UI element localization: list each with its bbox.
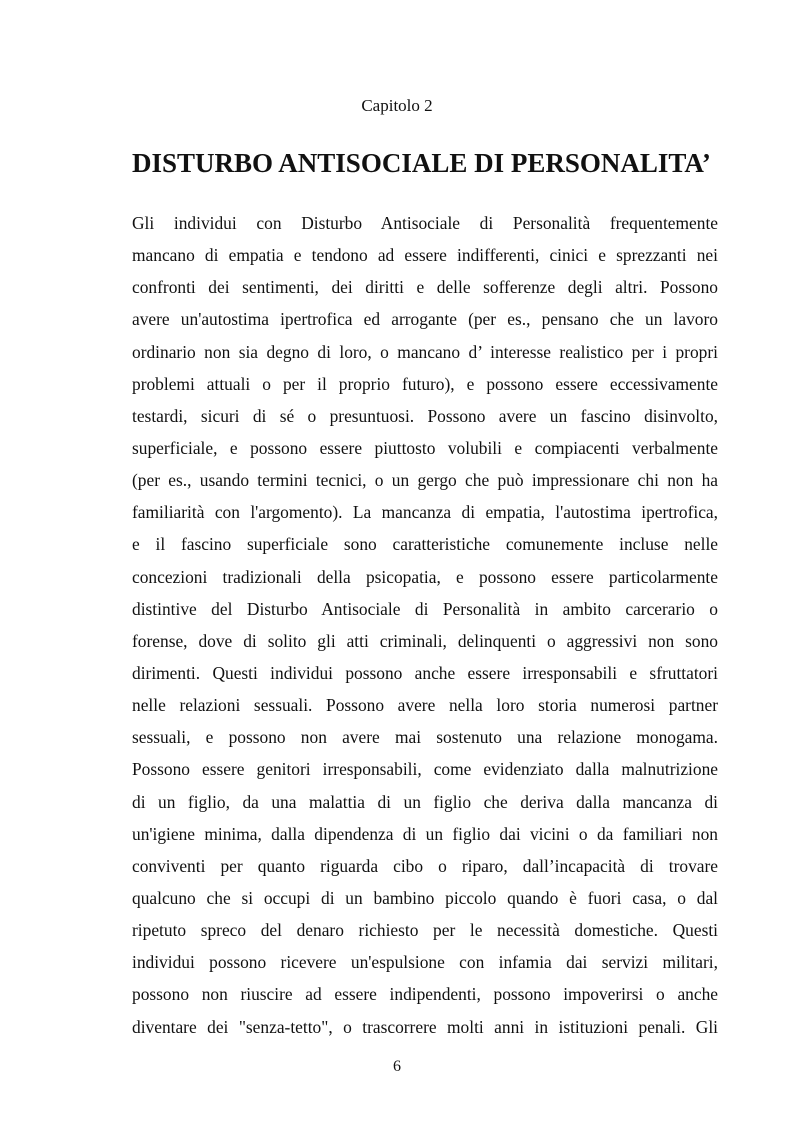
text-line: familiarità con l'argomento). La mancanza di empatia, l'autostima ipertrofica, — [132, 502, 718, 523]
text-line: forense, dove di solito gli atti criminali, delinquenti o aggressivi non sono — [132, 630, 718, 651]
text-line: conviventi per quanto riguarda cibo o riparo, dall’incapacità di trovare — [132, 855, 718, 876]
text-line: superficiale, e possono essere piuttosto volubili e compiacenti verbalmente — [132, 437, 718, 458]
text-line: ripetuto spreco del denaro richiesto per le necessità domestiche. Questi — [132, 920, 718, 941]
text-line: distintive del Disturbo Antisociale di Personalità in ambito carcerario o — [132, 598, 718, 619]
text-line: dirimenti. Questi individui possono anche essere irresponsabili e sfruttatori — [132, 662, 718, 683]
body-paragraph — [132, 207, 718, 1043]
text-line: concezioni tradizionali della psicopatia, e possono essere particolarmente — [132, 566, 718, 587]
text-line: Possono essere genitori irresponsabili, come evidenziato dalla malnutrizione — [132, 759, 718, 780]
text-line: individui possono ricevere un'espulsione con infamia dai servizi militari, — [132, 952, 718, 973]
text-line: Gli individui con Disturbo Antisociale di Personalità frequentemente — [132, 213, 718, 233]
page-number: 6 — [393, 1058, 401, 1075]
text-line: diventare dei "senza-tetto", o trascorrere molti anni in istituzioni penali. Gli — [132, 1016, 718, 1037]
text-line: avere un'autostima ipertrofica ed arrogante (per es., pensano che un lavoro — [132, 309, 718, 330]
text-line: sessuali, e possono non avere mai sostenuto una relazione monogama. — [132, 727, 718, 748]
text-line: mancano di empatia e tendono ad essere indifferenti, cinici e sprezzanti nei — [132, 245, 718, 266]
chapter-title: DISTURBO ANTISOCIALE DI PERSONALITA’ — [132, 148, 711, 178]
text-line: qualcuno che si occupi di un bambino piccolo quando è fuori casa, o dal — [132, 887, 718, 908]
text-line: di un figlio, da una malattia di un figlio che deriva dalla mancanza di — [132, 791, 718, 812]
text-line: nelle relazioni sessuali. Possono avere nella loro storia numerosi partner — [132, 695, 718, 716]
text-line: confronti dei sentimenti, dei diritti e delle sofferenze degli altri. Possono — [132, 277, 718, 298]
text-line: possono non riuscire ad essere indipendenti, possono impoverirsi o anche — [132, 984, 718, 1005]
chapter-label: Capitolo 2 — [361, 96, 433, 115]
text-line: (per es., usando termini tecnici, o un gergo che può impressionare chi non ha — [132, 470, 718, 491]
text-line: e il fascino superficiale sono caratteristiche comunemente incluse nelle — [132, 534, 718, 555]
text-line: problemi attuali o per il proprio futuro), e possono essere eccessivamente — [132, 373, 718, 394]
text-line: ordinario non sia degno di loro, o mancano d’ interesse realistico per i propri — [132, 341, 718, 362]
text-line: testardi, sicuri di sé o presuntuosi. Possono avere un fascino disinvolto, — [132, 405, 718, 426]
text-line: un'igiene minima, dalla dipendenza di un figlio dai vicini o da familiari non — [132, 823, 718, 844]
